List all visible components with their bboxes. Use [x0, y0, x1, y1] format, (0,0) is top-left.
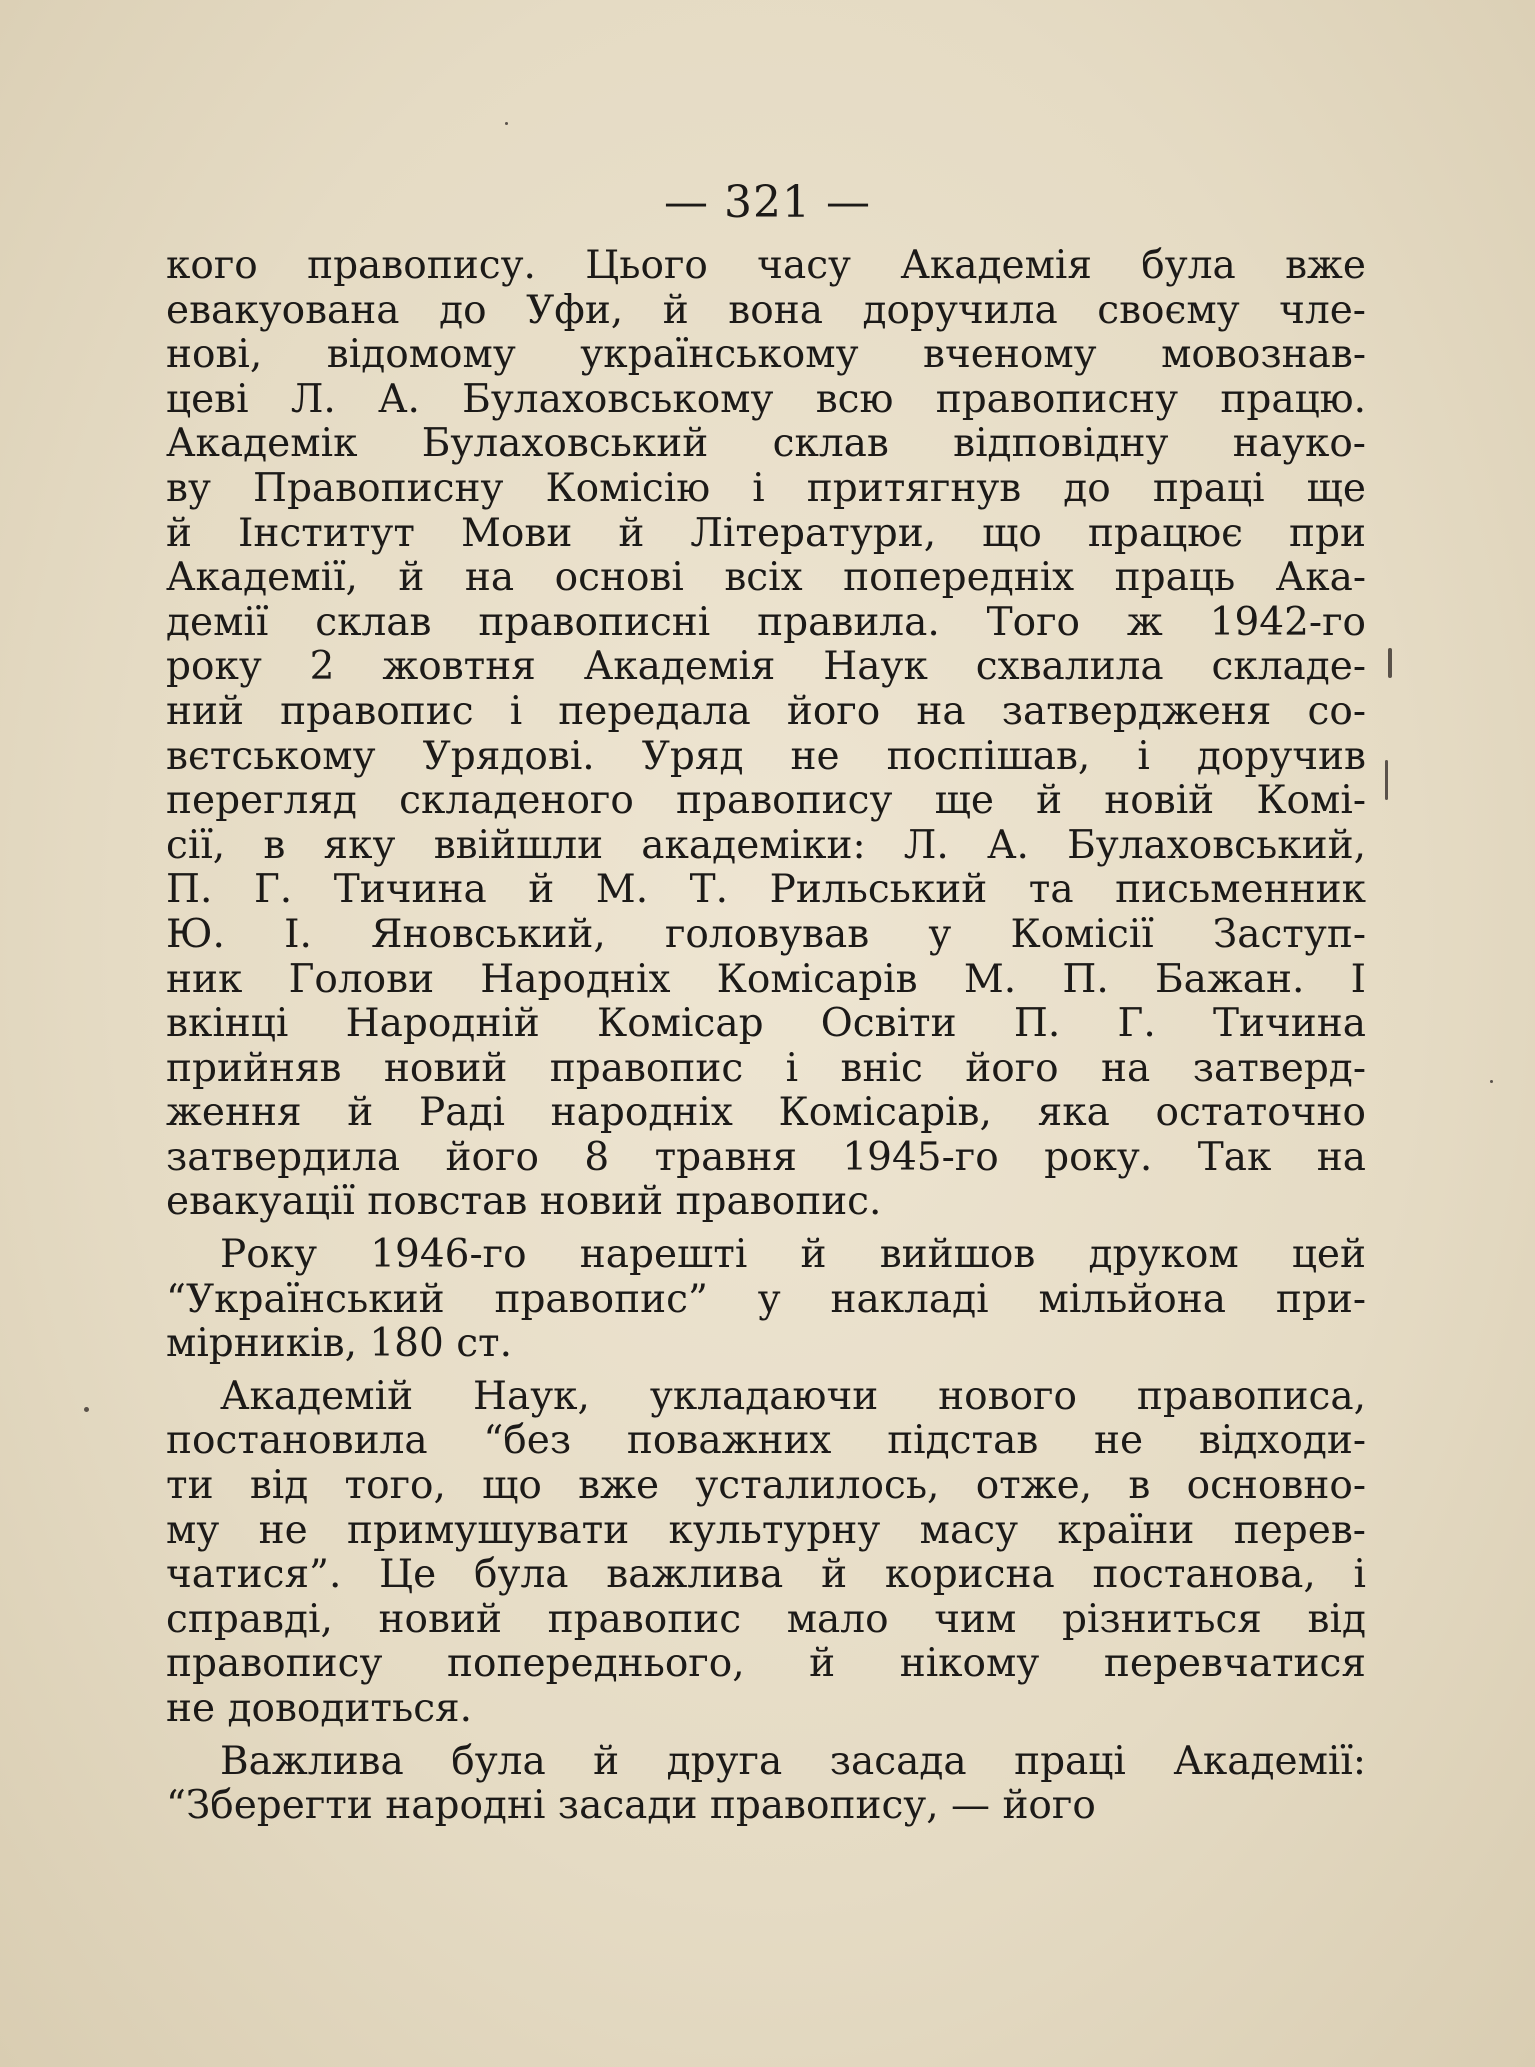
text-line: року 2 жовтня Академія Наук схвалила складе-: [166, 645, 1366, 690]
print-speck: [84, 1407, 89, 1412]
print-speck: [1388, 648, 1392, 678]
print-speck: [1490, 1080, 1493, 1083]
text-line: вєтському Урядові. Уряд не поспішав, і доручив: [166, 734, 1366, 779]
paragraph-gap: [166, 1225, 1366, 1233]
text-line: “Зберегти народні засади правопису, — його: [166, 1784, 1096, 1829]
text-line: справді, новий правопис мало чим різниться від: [166, 1597, 1366, 1642]
text-line: ти від того, що вже усталилось, отже, в основно-: [166, 1464, 1366, 1509]
paragraph: [166, 1233, 1366, 1367]
text-line: кого правопису. Цього часу Академія була вже: [166, 244, 1366, 288]
paragraph: [166, 244, 1366, 1225]
text-line: чатися”. Це була важлива й корисна постанова, і: [166, 1553, 1366, 1598]
text-line: цеві Л. А. Булаховському всю правописну працю.: [166, 377, 1366, 422]
text-line: вкінці Народній Комісар Освіти П. Г. Тичина: [166, 1002, 1366, 1047]
text-line: Важлива була й друга засада праці Академії:: [220, 1739, 1366, 1784]
paragraph-gap: [166, 1732, 1366, 1740]
text-line: “Український правопис” у накладі мільйона при-: [166, 1277, 1366, 1322]
body-text: [166, 244, 1366, 1829]
print-speck: [505, 122, 508, 125]
text-line: Академік Булаховський склав відповідну науко-: [166, 422, 1366, 467]
text-line: му не примушувати культурну масу країни перев-: [166, 1508, 1366, 1553]
text-line: прийняв новий правопис і вніс його на затверд-: [166, 1046, 1366, 1091]
text-line: Ю. І. Яновський, головував у Комісії Заступ-: [166, 912, 1366, 957]
text-line: нові, відомому українському вченому мовознав-: [166, 333, 1366, 378]
text-line: евакуації повстав новий правопис.: [166, 1180, 882, 1225]
text-line: правопису попереднього, й нікому перевчатися: [166, 1642, 1366, 1687]
text-line: затвердила його 8 травня 1945-го року. Так на: [166, 1135, 1366, 1180]
text-line: Академії, й на основі всіх попередніх праць Ака-: [166, 556, 1366, 601]
text-line: Академій Наук, укладаючи нового правописа,: [220, 1374, 1366, 1419]
paragraph: [166, 1740, 1366, 1829]
paragraph-gap: [166, 1367, 1366, 1375]
text-line: постановила “без поважних підстав не відходи-: [166, 1419, 1366, 1464]
text-line: мірників, 180 ст.: [166, 1322, 513, 1367]
text-line: перегляд складеного правопису ще й новій Комі-: [166, 779, 1366, 824]
text-line: ву Правописну Комісію і притягнув до праці ще: [166, 466, 1366, 511]
text-line: й Інститут Мови й Літератури, що працює при: [166, 511, 1366, 556]
text-line: ник Голови Народніх Комісарів М. П. Бажан. І: [166, 957, 1366, 1002]
text-line: демії склав правописні правила. Того ж 1942-го: [166, 600, 1366, 645]
text-line: Року 1946-го нарешті й вийшов друком цей: [220, 1233, 1366, 1278]
text-line: ний правопис і передала його на затверджeня со-: [166, 689, 1366, 734]
text-line: не доводиться.: [166, 1687, 473, 1731]
page-number: — 321 —: [664, 177, 871, 228]
paragraph: [166, 1375, 1366, 1732]
text-line: ження й Раді народніх Комісарів, яка остаточно: [166, 1091, 1366, 1136]
text-line: П. Г. Тичина й М. Т. Рильський та письменник: [166, 868, 1366, 913]
print-speck: [1385, 760, 1388, 800]
text-line: евакуована до Уфи, й вона доручила своєму чле-: [166, 288, 1366, 333]
text-line: сії, в яку ввійшли академіки: Л. А. Булаховський,: [166, 823, 1366, 868]
